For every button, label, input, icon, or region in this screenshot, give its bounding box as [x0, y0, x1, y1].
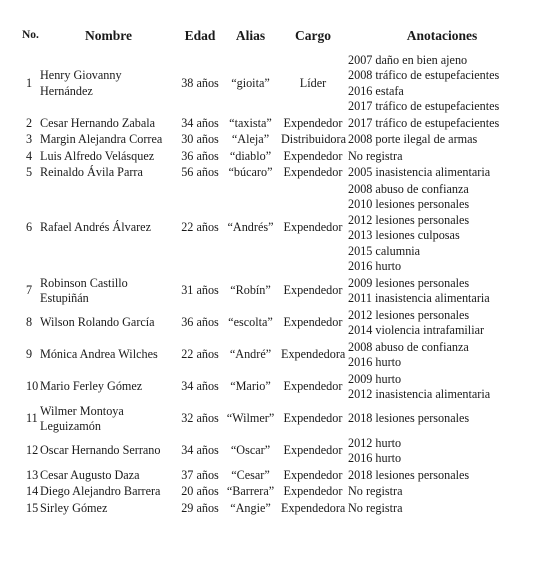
person-alias: “Cesar” [231, 467, 270, 482]
person-role: Expendedor [283, 148, 343, 163]
table-row [20, 404, 538, 436]
person-alias: “André” [229, 347, 272, 362]
table-row [20, 501, 538, 518]
person-age: 31 años [181, 283, 219, 298]
person-age: 20 años [181, 484, 219, 498]
person-alias: “diablo” [229, 148, 272, 163]
person-name: Luis Alfredo Velásquez [40, 148, 155, 163]
row-number: 4 [26, 148, 33, 163]
person-age: 34 años [181, 115, 219, 130]
note-entry: 2018 lesiones personales [348, 467, 470, 482]
person-notes [346, 165, 538, 182]
person-name: Mónica Andrea Wilches [40, 347, 158, 362]
note-entry: 2017 tráfico de estupefacientes [348, 115, 500, 130]
person-name: Diego Alejandro Barrera [40, 484, 161, 498]
table-row [20, 149, 538, 166]
person-role: Expendedor [283, 283, 343, 298]
person-notes [346, 501, 538, 518]
note-entry: 2016 estafa [348, 83, 404, 98]
person-alias: “taxista” [229, 115, 272, 130]
person-role: Expendedora [281, 500, 346, 515]
row-number: 12 [26, 443, 39, 458]
person-alias: “Wilmer” [226, 411, 275, 426]
person-role: Expendedor [283, 379, 343, 394]
person-alias: “búcaro” [228, 165, 273, 179]
note-entry: 2018 lesiones personales [348, 411, 470, 426]
person-alias: “escolta” [228, 315, 273, 330]
person-name: Robinson Castillo Estupiñán [40, 275, 128, 305]
person-role: Expendedor [283, 467, 343, 482]
person-notes [346, 149, 538, 166]
person-notes [346, 484, 538, 501]
table-header [20, 28, 538, 53]
note-entry: No registra [348, 148, 403, 163]
table-row [20, 372, 538, 404]
note-entry: 2009 hurto [348, 371, 402, 386]
person-notes [346, 372, 538, 404]
header-name: Nombre [85, 28, 132, 43]
person-age: 34 años [181, 443, 219, 458]
row-number: 1 [26, 75, 33, 90]
person-age: 36 años [181, 315, 219, 330]
note-entry: 2008 porte ilegal de armas [348, 132, 478, 146]
note-entry: 2012 lesiones personales [348, 212, 470, 227]
note-entry: 2007 daño en bien ajeno [348, 52, 468, 67]
note-entry: 2010 lesiones personales [348, 197, 470, 211]
person-notes [346, 116, 538, 133]
note-entry: 2017 tráfico de estupefacientes [348, 99, 500, 113]
person-age: 56 años [181, 165, 219, 179]
person-alias: “gioita” [231, 75, 270, 90]
records-table [20, 28, 538, 517]
person-age: 32 años [181, 411, 219, 426]
table-row [20, 132, 538, 149]
table-row [20, 116, 538, 133]
person-alias: “Aleja” [231, 132, 270, 146]
note-entry: 2012 lesiones personales [348, 307, 470, 322]
table-row [20, 53, 538, 116]
person-notes [346, 468, 538, 485]
row-number: 15 [26, 500, 39, 515]
person-role: Expendedor [283, 315, 343, 330]
person-alias: “Mario” [230, 379, 271, 394]
row-number: 9 [26, 347, 33, 362]
header-role: Cargo [295, 28, 331, 43]
note-entry: 2015 calumnia [348, 243, 421, 258]
person-notes [346, 404, 538, 436]
note-entry: 2016 hurto [348, 259, 402, 273]
row-number: 10 [26, 379, 39, 394]
person-name: Henry Giovanny Hernández [40, 68, 122, 98]
person-age: 36 años [181, 148, 219, 163]
table-row [20, 340, 538, 372]
person-age: 22 años [181, 220, 219, 235]
row-number: 7 [26, 283, 33, 298]
person-name: Reinaldo Ávila Parra [40, 165, 143, 179]
person-name: Cesar Hernando Zabala [40, 115, 156, 130]
table-row [20, 165, 538, 182]
person-name: Margin Alejandra Correa [40, 132, 163, 146]
person-alias: “Angie” [230, 500, 271, 515]
person-age: 37 años [181, 467, 219, 482]
person-alias: “Robín” [230, 283, 271, 298]
person-role: Expendedor [283, 443, 343, 458]
header-alias: Alias [235, 28, 266, 43]
person-age: 34 años [181, 379, 219, 394]
person-notes [346, 132, 538, 149]
table-row [20, 308, 538, 340]
row-number: 6 [26, 220, 33, 235]
note-entry: 2016 hurto [348, 451, 402, 465]
note-entry: 2008 abuso de confianza [348, 181, 469, 196]
table-row [20, 484, 538, 501]
person-age: 38 años [181, 75, 219, 90]
table-row [20, 468, 538, 485]
table-row [20, 276, 538, 308]
note-entry: 2014 violencia intrafamiliar [348, 323, 485, 337]
person-name: Cesar Augusto Daza [40, 467, 140, 482]
row-number: 3 [26, 132, 33, 146]
note-entry: 2012 inasistencia alimentaria [348, 387, 491, 401]
person-name: Mario Ferley Gómez [40, 379, 143, 394]
person-name: Rafael Andrés Álvarez [40, 220, 151, 235]
person-role: Expendedor [283, 484, 343, 498]
header-notes: Anotaciones [406, 28, 478, 43]
person-role: Líder [299, 75, 327, 90]
row-number: 13 [26, 467, 39, 482]
person-notes [346, 53, 538, 116]
note-entry: 2012 hurto [348, 435, 402, 450]
person-name: Wilson Rolando García [40, 315, 155, 330]
table-body [20, 53, 538, 518]
header-no: No. [22, 29, 39, 41]
row-number: 11 [26, 411, 38, 426]
person-alias: “Oscar” [230, 443, 271, 458]
person-notes [346, 340, 538, 372]
person-name: Oscar Hernando Serrano [40, 443, 161, 458]
note-entry: 2009 lesiones personales [348, 275, 470, 290]
person-age: 22 años [181, 347, 219, 362]
note-entry: No registra [348, 484, 403, 498]
person-age: 29 años [181, 500, 219, 515]
note-entry: 2008 abuso de confianza [348, 339, 469, 354]
note-entry: 2008 tráfico de estupefacientes [348, 68, 500, 82]
person-name: Sirley Gómez [40, 500, 108, 515]
person-role: Expendedor [283, 165, 343, 179]
row-number: 8 [26, 315, 33, 330]
person-role: Expendedor [283, 411, 343, 426]
person-role: Distribuidora [281, 132, 346, 146]
table-row [20, 436, 538, 468]
person-alias: “Andrés” [227, 220, 274, 235]
person-alias: “Barrera” [226, 484, 275, 498]
person-notes [346, 276, 538, 308]
person-notes [346, 308, 538, 340]
note-entry: 2016 hurto [348, 355, 402, 369]
row-number: 5 [26, 165, 33, 179]
person-role: Expendedor [283, 115, 343, 130]
table-row [20, 182, 538, 276]
person-age: 30 años [181, 132, 219, 146]
person-name: Wilmer Montoya Leguizamón [40, 403, 124, 433]
person-notes [346, 182, 538, 276]
person-role: Expendedora [281, 347, 346, 362]
person-role: Expendedor [283, 220, 343, 235]
note-entry: 2005 inasistencia alimentaria [348, 165, 491, 179]
note-entry: No registra [348, 500, 403, 515]
row-number: 2 [26, 115, 33, 130]
header-age: Edad [184, 28, 216, 43]
note-entry: 2013 lesiones culposas [348, 228, 460, 242]
row-number: 14 [26, 484, 39, 498]
person-notes [346, 436, 538, 468]
note-entry: 2011 inasistencia alimentaria [348, 291, 490, 305]
